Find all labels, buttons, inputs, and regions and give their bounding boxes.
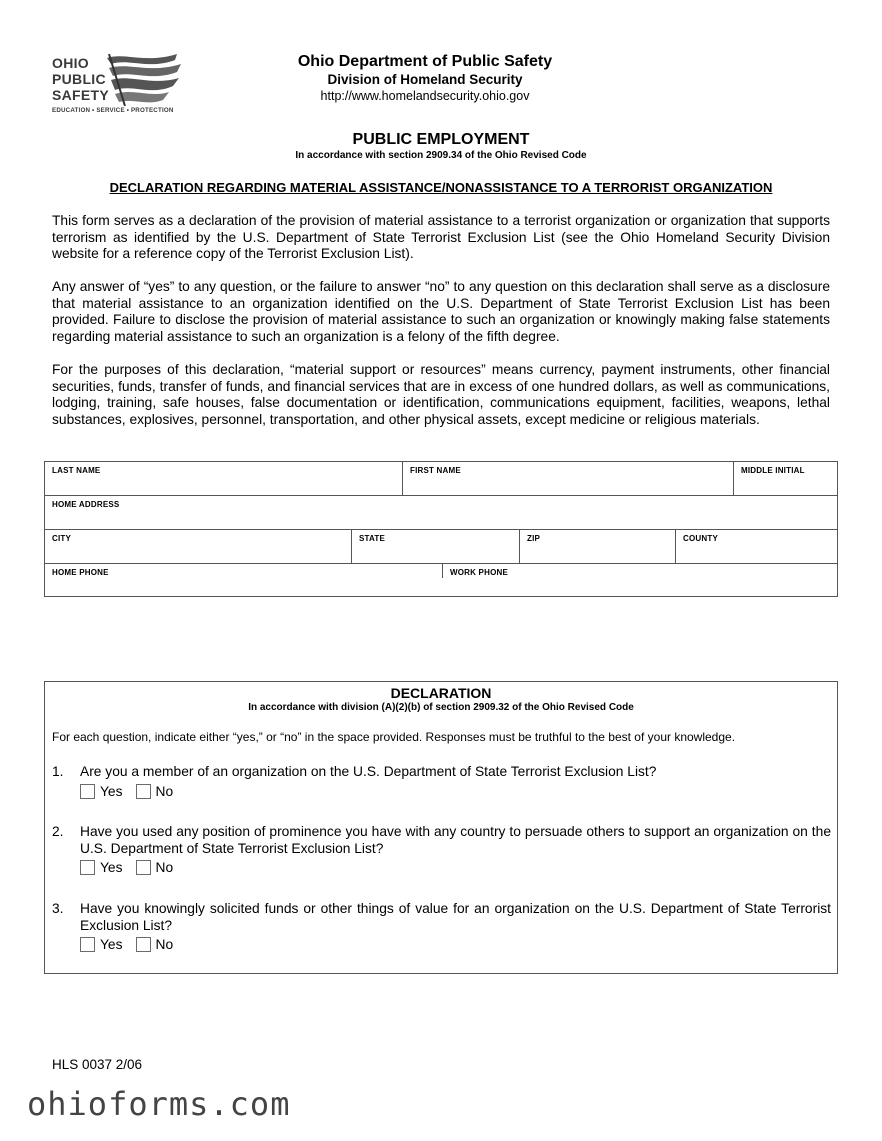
home-address-label: HOME ADDRESS <box>52 500 120 509</box>
question-3 <box>52 901 831 935</box>
declaration-instructions: For each question, indicate either “yes,” or “no” in the space provided. Responses must be truthful to the best of your knowledge. <box>52 730 736 744</box>
work-phone-label: WORK PHONE <box>450 568 508 577</box>
question-1-options <box>80 784 186 799</box>
disclosure-paragraph: Any answer of “yes” to any question, or the failure to answer “no” to any question on this declaration shall serve as a disclosure that material assistance to an organization identified on the U.S. Department of State Terrorist Exclusion List has been provided. Failure to disclose the provision of material assistance to such an organization or knowingly making false statements regarding material assistance to such an organization is a felony of the fifth degree. <box>52 279 830 344</box>
zip-label: ZIP <box>527 534 541 543</box>
question-number: 1. <box>52 764 64 779</box>
logo-line-safety: SAFETY <box>52 87 110 103</box>
q3-yes-option[interactable] <box>80 937 123 952</box>
website-url: http://www.homelandsecurity.ohio.gov <box>320 89 530 103</box>
logo-tagline: EDUCATION • SERVICE • PROTECTION <box>52 107 174 114</box>
question-number: 3. <box>52 901 64 916</box>
question-text: Have you used any position of prominence you have with any country to persuade others to support an organization on the U.S. Department of State Terrorist Exclusion List? <box>80 824 831 856</box>
q3-yes-checkbox[interactable] <box>80 937 95 952</box>
question-3-options <box>80 937 186 952</box>
intro-paragraph: This form serves as a declaration of the provision of material assistance to a terrorist organization or organization that supports terrorism as identified by the U.S. Department of State Terrorist Exclusion List (see the Ohio Homeland Security Division website for a reference copy of the Terrorist Exclusion List). <box>52 213 830 262</box>
declaration-subtitle: In accordance with division (A)(2)(b) of section 2909.32 of the Ohio Revised Code <box>248 702 634 713</box>
q2-no-checkbox[interactable] <box>136 860 151 875</box>
form-code: HLS 0037 2/06 <box>52 1057 143 1072</box>
home-phone-label: HOME PHONE <box>52 568 109 577</box>
no-label: No <box>155 937 174 952</box>
question-text: Are you a member of an organization on the U.S. Department of State Terrorist Exclusion List? <box>80 764 657 779</box>
form-subtitle: In accordance with section 2909.34 of the Ohio Revised Code <box>295 150 587 161</box>
q2-no-option[interactable] <box>136 860 174 875</box>
department-name: Ohio Department of Public Safety <box>297 53 553 70</box>
county-label: COUNTY <box>683 534 718 543</box>
middle-initial-field[interactable] <box>733 462 837 495</box>
watermark: ohioforms.com <box>27 1085 291 1123</box>
personal-info-grid <box>44 461 838 597</box>
state-label: STATE <box>359 534 386 543</box>
yes-label: Yes <box>100 860 123 875</box>
declaration-section <box>44 681 838 974</box>
no-label: No <box>155 860 174 875</box>
declaration-title: DECLARATION <box>390 685 492 701</box>
q3-no-checkbox[interactable] <box>136 937 151 952</box>
first-name-label: FIRST NAME <box>410 466 461 475</box>
last-name-label: LAST NAME <box>52 466 101 475</box>
last-name-field[interactable] <box>45 462 402 495</box>
q1-no-option[interactable] <box>136 784 174 799</box>
work-phone-field[interactable] <box>442 564 837 578</box>
q1-yes-checkbox[interactable] <box>80 784 95 799</box>
question-text: Have you knowingly solicited funds or other things of value for an organization on the U.S. Department of State Terrorist Exclusion List? <box>80 901 831 933</box>
phone-row <box>45 564 837 598</box>
state-field[interactable] <box>351 530 519 563</box>
home-phone-field[interactable] <box>45 564 442 598</box>
question-2 <box>52 824 831 858</box>
zip-field[interactable] <box>519 530 675 563</box>
yes-label: Yes <box>100 937 123 952</box>
city-field[interactable] <box>45 530 351 563</box>
form-title: PUBLIC EMPLOYMENT <box>352 131 530 148</box>
name-row <box>45 462 837 496</box>
first-name-field[interactable] <box>402 462 733 495</box>
city-label: CITY <box>52 534 72 543</box>
home-address-field[interactable] <box>45 496 837 529</box>
middle-initial-label: MIDDLE INITIAL <box>741 466 805 475</box>
q1-no-checkbox[interactable] <box>136 784 151 799</box>
declaration-heading: DECLARATION REGARDING MATERIAL ASSISTANCE/NONASSISTANCE TO A TERRORIST ORGANIZATION <box>109 180 773 195</box>
address-row <box>45 496 837 530</box>
question-2-options <box>80 860 186 875</box>
q1-yes-option[interactable] <box>80 784 123 799</box>
question-number: 2. <box>52 824 64 839</box>
location-row <box>45 530 837 564</box>
q2-yes-checkbox[interactable] <box>80 860 95 875</box>
division-name: Division of Homeland Security <box>327 72 523 87</box>
logo-line-public: PUBLIC <box>52 71 106 87</box>
definition-paragraph: For the purposes of this declaration, “material support or resources” means currency, payment instruments, other financial securities, funds, transfer of funds, and financial services that are in excess of one hundred dollars, as well as communications, lodging, training, safe houses, false documentation or identification, communications equipment, facilities, weapons, lethal substances, explosives, personnel, transportation, and other physical assets, except medicine or religious materials. <box>52 362 830 427</box>
county-field[interactable] <box>675 530 837 563</box>
yes-label: Yes <box>100 784 123 799</box>
q3-no-option[interactable] <box>136 937 174 952</box>
q2-yes-option[interactable] <box>80 860 123 875</box>
logo-line-ohio: OHIO <box>52 55 89 71</box>
no-label: No <box>155 784 174 799</box>
